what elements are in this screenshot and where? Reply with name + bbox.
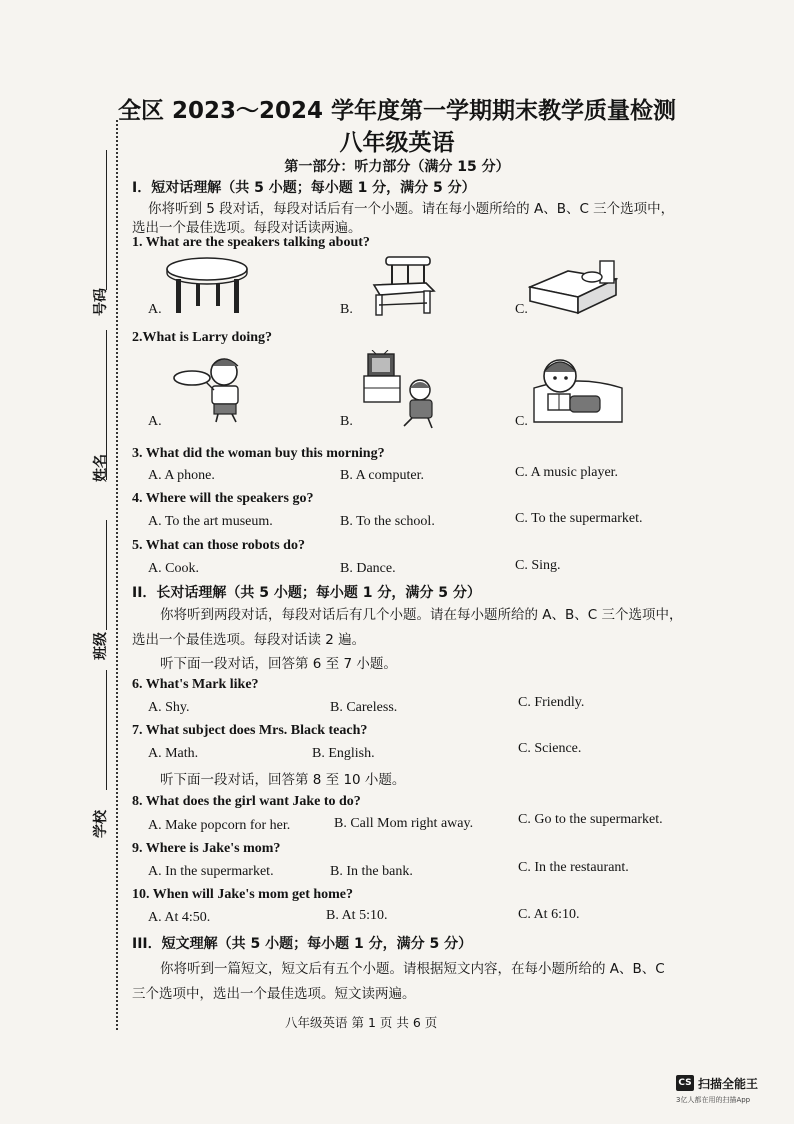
boy-reading-picture (530, 352, 626, 424)
question-3: 3. What did the woman buy this morning? (132, 446, 385, 461)
q5-option-a: A. Cook. (148, 561, 199, 576)
bed-picture (528, 257, 618, 315)
section-1-instructions-2: 选出一个最佳选项。每段对话读两遍。 (132, 220, 362, 236)
question-4: 4. Where will the speakers go? (132, 491, 314, 506)
q7-option-b: B. English. (312, 746, 375, 761)
side-label-school: 学校 (93, 810, 109, 838)
q9-option-b: B. In the bank. (330, 864, 413, 879)
q4-option-c: C. To the supermarket. (515, 511, 643, 526)
question-6: 6. What's Mark like? (132, 677, 259, 692)
q10-option-a: A. At 4:50. (148, 910, 211, 925)
section-2-subinstruction-2: 听下面一段对话，回答第 8 至 10 小题。 (160, 772, 406, 788)
section-3-instructions-2: 三个选项中，选出一个最佳选项。短文读两遍。 (132, 986, 416, 1002)
q8-option-c: C. Go to the supermarket. (518, 812, 663, 827)
q9-option-a: A. In the supermarket. (148, 864, 274, 879)
section-3-title: III．短文理解（共 5 小题；每小题 1 分，满分 5 分） (132, 936, 473, 952)
margin-line-3 (106, 520, 107, 630)
q4-option-a: A. To the art museum. (148, 514, 273, 529)
section-2-instructions-2: 选出一个最佳选项。每段对话读 2 遍。 (132, 632, 366, 648)
chair-picture (368, 255, 440, 317)
question-9: 9. Where is Jake's mom? (132, 841, 281, 856)
exam-title: 全区 2023～2024 学年度第一学期期末教学质量检测 (117, 98, 677, 124)
q2-option-b: B. (340, 414, 353, 429)
q5-option-b: B. Dance. (340, 561, 396, 576)
q6-option-c: C. Friendly. (518, 695, 585, 710)
watermark-tagline: 3亿人都在用的扫描App (676, 1096, 751, 1104)
section-3-instructions: 你将听到一篇短文，短文后有五个小题。请根据短文内容，在每小题所给的 A、B、C (160, 961, 665, 977)
q3-option-b: B. A computer. (340, 468, 424, 483)
side-label-number: 号码 (93, 288, 109, 316)
question-2: 2.What is Larry doing? (132, 330, 273, 345)
q3-option-c: C. A music player. (515, 465, 619, 480)
section-2-subinstruction-1: 听下面一段对话，回答第 6 至 7 小题。 (160, 656, 397, 672)
watermark-name: 扫描全能王 (698, 1077, 759, 1091)
q4-option-b: B. To the school. (340, 514, 435, 529)
page-footer: 八年级英语 第 1 页 共 6 页 (285, 1015, 438, 1030)
question-10: 10. When will Jake's mom get home? (132, 887, 354, 902)
binding-dotted-line (116, 120, 118, 1030)
section-1-instructions: 你将听到 5 段对话，每段对话后有一个小题。请在每小题所给的 A、B、C 三个选项中， (148, 201, 675, 217)
side-label-name: 姓名 (93, 454, 109, 482)
q7-option-a: A. Math. (148, 746, 199, 761)
q10-option-c: C. At 6:10. (518, 907, 580, 922)
boy-watching-tv-picture (362, 350, 442, 430)
exam-subject: 八年级英语 (339, 130, 455, 156)
q1-option-c: C. (515, 302, 528, 317)
q10-option-b: B. At 5:10. (326, 908, 388, 923)
q9-option-c: C. In the restaurant. (518, 860, 629, 875)
q1-option-a: A. (148, 302, 162, 317)
q6-option-b: B. Careless. (330, 700, 398, 715)
q2-option-c: C. (515, 414, 528, 429)
section-1-title: I．短对话理解（共 5 小题；每小题 1 分，满分 5 分） (132, 180, 476, 196)
question-1: 1. What are the speakers talking about? (132, 235, 370, 250)
section-2-instructions: 你将听到两段对话，每段对话后有几个小题。请在每小题所给的 A、B、C 三个选项中， (160, 607, 683, 623)
q1-option-b: B. (340, 302, 353, 317)
question-5: 5. What can those robots do? (132, 538, 305, 553)
camscanner-logo-icon: CS (676, 1075, 694, 1091)
q2-option-a: A. (148, 414, 162, 429)
side-label-class: 班级 (93, 632, 109, 660)
margin-line-4 (106, 670, 107, 790)
round-table-picture (164, 255, 250, 317)
q8-option-b: B. Call Mom right away. (334, 816, 474, 831)
q8-option-a: A. Make popcorn for her. (148, 818, 291, 833)
q7-option-c: C. Science. (518, 741, 582, 756)
question-8: 8. What does the girl want Jake to do? (132, 794, 361, 809)
boy-eating-picture (172, 354, 262, 424)
q3-option-a: A. A phone. (148, 468, 215, 483)
part-heading: 第一部分：听力部分（满分 15 分） (284, 159, 510, 175)
q6-option-a: A. Shy. (148, 700, 190, 715)
section-2-title: II．长对话理解（共 5 小题；每小题 1 分，满分 5 分） (132, 585, 481, 601)
q5-option-c: C. Sing. (515, 558, 561, 573)
question-7: 7. What subject does Mrs. Black teach? (132, 723, 368, 738)
